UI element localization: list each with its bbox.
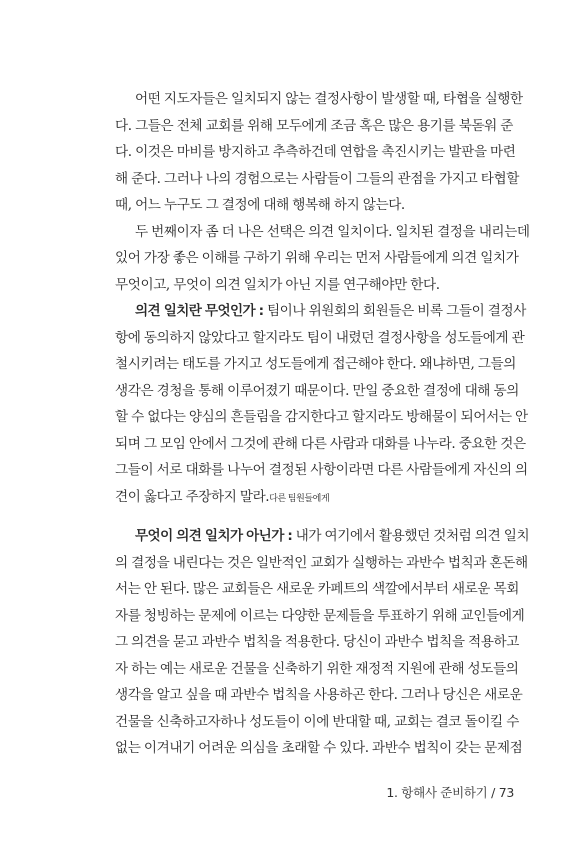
text-line: 철시키려는 태도를 가지고 성도들에게 접근해야 한다. 왜냐하면, 그들의: [115, 356, 517, 372]
text-line: 되며 그 모임 안에서 그것에 관해 다른 사람과 대화를 나누라. 중요한 것은: [115, 435, 526, 452]
text-fragment: 내가 여기에서 활용했던 것처럼 의견 일치: [292, 528, 530, 544]
section-heading: 의견 일치란 무엇인가 :: [135, 303, 264, 319]
paragraph-what-consensus-is-not: [115, 523, 530, 762]
text-fragment: 팀이나 위원회의 회원들은 비록 그들이 결정사: [263, 303, 526, 319]
text-line: 의 결정을 내린다는 것은 일반적인 교회가 실행하는 과반수 법칙과 혼돈해: [115, 554, 528, 571]
text-line: [115, 298, 526, 325]
page-body: [115, 86, 530, 762]
text-line: 자 하는 예는 새로운 건물을 신축하기 위한 재정적 지원에 관해 성도들의: [115, 660, 519, 677]
text-line: 없는 이겨내기 어려운 의심을 초래할 수 있다. 과반수 법칙이 갖는 문제점: [115, 740, 523, 756]
paragraph-consensus-choice: [115, 219, 530, 299]
text-line: 할 수 없다는 양심의 흔들림을 감지한다고 할지라도 방해물이 되어서는 안: [115, 409, 528, 425]
text-line: 두 번째이자 좀 더 나은 선택은 의견 일치이다. 일치된 결정을 내리는데: [135, 223, 530, 240]
text-line: 다. 이것은 마비를 방지하고 추측하건데 연합을 촉진시키는 발판을 마련: [115, 144, 516, 160]
text-line: 서는 안 된다. 많은 교회들은 새로운 카페트의 색깔에서부터 새로운 목회: [115, 581, 519, 597]
text-line: 그들이 서로 대화를 나누어 결정된 사항이라면 다른 사람들에게 자신의 의: [115, 462, 528, 478]
text-fragment: 견이 옳다고 주장하지 말라.: [115, 488, 270, 505]
text-line: 있어 가장 좋은 이해를 구하기 위해 우리는 먼저 사람들에게 의견 일치가: [115, 250, 519, 266]
text-line: 건물을 신축하고자하나 성도들이 이에 반대할 때, 교회는 결코 돌이킬 수: [115, 713, 519, 730]
text-line: 해 준다. 그러나 나의 경험으로는 사람들이 그들의 관점을 가지고 타협할: [115, 170, 519, 187]
text-line: 그 의견을 묻고 과반수 법칙을 적용한다. 당신이 과반수 법칙을 적용하고: [115, 634, 519, 650]
chapter-title: 1. 항해사 준비하기: [386, 785, 488, 800]
page-number: 73: [498, 785, 514, 800]
text-line: 다. 그들은 전체 교회를 위해 모두에게 조금 혹은 많은 용기를 북돋워 준: [115, 117, 514, 134]
text-line: 생각은 경청을 통해 이루어졌기 때문이다. 만일 중요한 결정에 대해 동의: [115, 382, 519, 399]
text-line: 어떤 지도자들은 일치되지 않는 결정사항이 발생할 때, 타협을 실행한: [135, 91, 523, 107]
text-line: 자를 청빙하는 문제에 이르는 다양한 문제들을 투표하기 위해 교인들에게: [115, 607, 525, 624]
text-line: 무엇이고, 무엇이 의견 일치가 아닌 지를 연구해야만 한다.: [115, 276, 440, 293]
footer-separator: /: [487, 785, 499, 800]
section-heading: 무엇이 의견 일치가 아닌가 :: [135, 528, 293, 544]
text-line: 항에 동의하지 않았다고 할지라도 팀이 내렸던 결정사항을 성도들에게 관: [115, 329, 525, 346]
inline-note: 다른 팀원들에게: [269, 493, 330, 504]
text-line: [115, 523, 530, 550]
text-line: [115, 484, 512, 513]
text-line: 때, 어느 누구도 그 결정에 대해 행복해 하지 않는다.: [115, 197, 405, 213]
page-footer: [386, 783, 514, 801]
paragraph-what-consensus-is: [115, 298, 528, 512]
paragraph-compromise: [115, 86, 523, 219]
text-line: 생각을 알고 싶을 때 과반수 법칙을 사용하곤 한다. 그러나 당신은 새로운: [115, 687, 523, 703]
